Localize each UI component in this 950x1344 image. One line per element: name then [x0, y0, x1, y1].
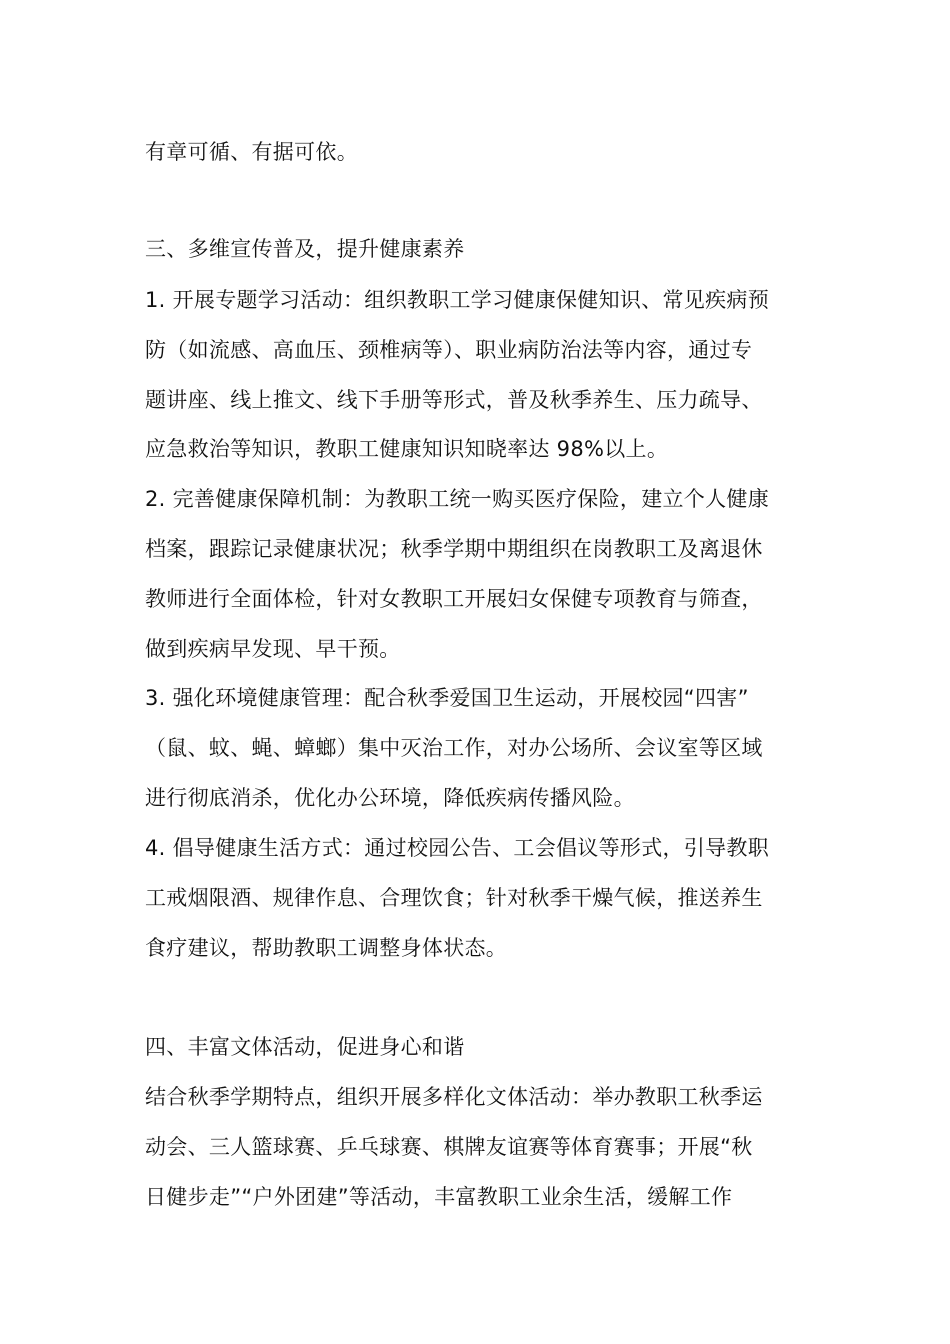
paragraph-line: （鼠、蚊、蝇、蟑螂）集中灭治工作，对办公场所、会议室等区域: [145, 736, 763, 760]
paragraph-line: 动会、三人篮球赛、乒乓球赛、棋牌友谊赛等体育赛事；开展“秋: [145, 1135, 753, 1159]
paragraph-line: 日健步走”“户外团建”等活动，丰富教职工业余生活，缓解工作: [145, 1185, 733, 1209]
paragraph-line: 工戒烟限酒、规律作息、合理饮食；针对秋季干燥气候，推送养生: [145, 886, 763, 910]
paragraph-line: 防（如流感、高血压、颈椎病等）、职业病防治法等内容，通过专: [145, 338, 753, 362]
paragraph-line: 做到疾病早发现、早干预。: [145, 637, 401, 661]
paragraph-line: 档案，跟踪记录健康状况；秋季学期中期组织在岗教职工及离退休: [145, 537, 763, 561]
paragraph-line: 3. 强化环境健康管理：配合秋季爱国卫生运动，开展校园“四害”: [145, 686, 749, 710]
paragraph-line: 有章可循、有据可依。: [145, 140, 358, 164]
paragraph-line: 进行彻底消杀，优化办公环境，降低疾病传播风险。: [145, 786, 635, 810]
section-heading: 三、多维宣传普及，提升健康素养: [145, 237, 465, 261]
paragraph-line: 教师进行全面体检，针对女教职工开展妇女保健专项教育与筛查，: [145, 587, 763, 611]
section-heading: 四、丰富文体活动，促进身心和谐: [145, 1035, 465, 1059]
paragraph-line: 4. 倡导健康生活方式：通过校园公告、工会倡议等形式，引导教职: [145, 836, 770, 860]
paragraph-line: 应急救治等知识，教职工健康知识知晓率达 98%以上。: [145, 437, 669, 461]
paragraph-line: 题讲座、线上推文、线下手册等形式，普及秋季养生、压力疏导、: [145, 388, 763, 412]
paragraph-line: 2. 完善健康保障机制：为教职工统一购买医疗保险，建立个人健康: [145, 487, 770, 511]
paragraph-line: 结合秋季学期特点，组织开展多样化文体活动：举办教职工秋季运: [145, 1085, 763, 1109]
paragraph-line: 1. 开展专题学习活动：组织教职工学习健康保健知识、常见疾病预: [145, 288, 770, 312]
paragraph-line: 食疗建议，帮助教职工调整身体状态。: [145, 936, 508, 960]
